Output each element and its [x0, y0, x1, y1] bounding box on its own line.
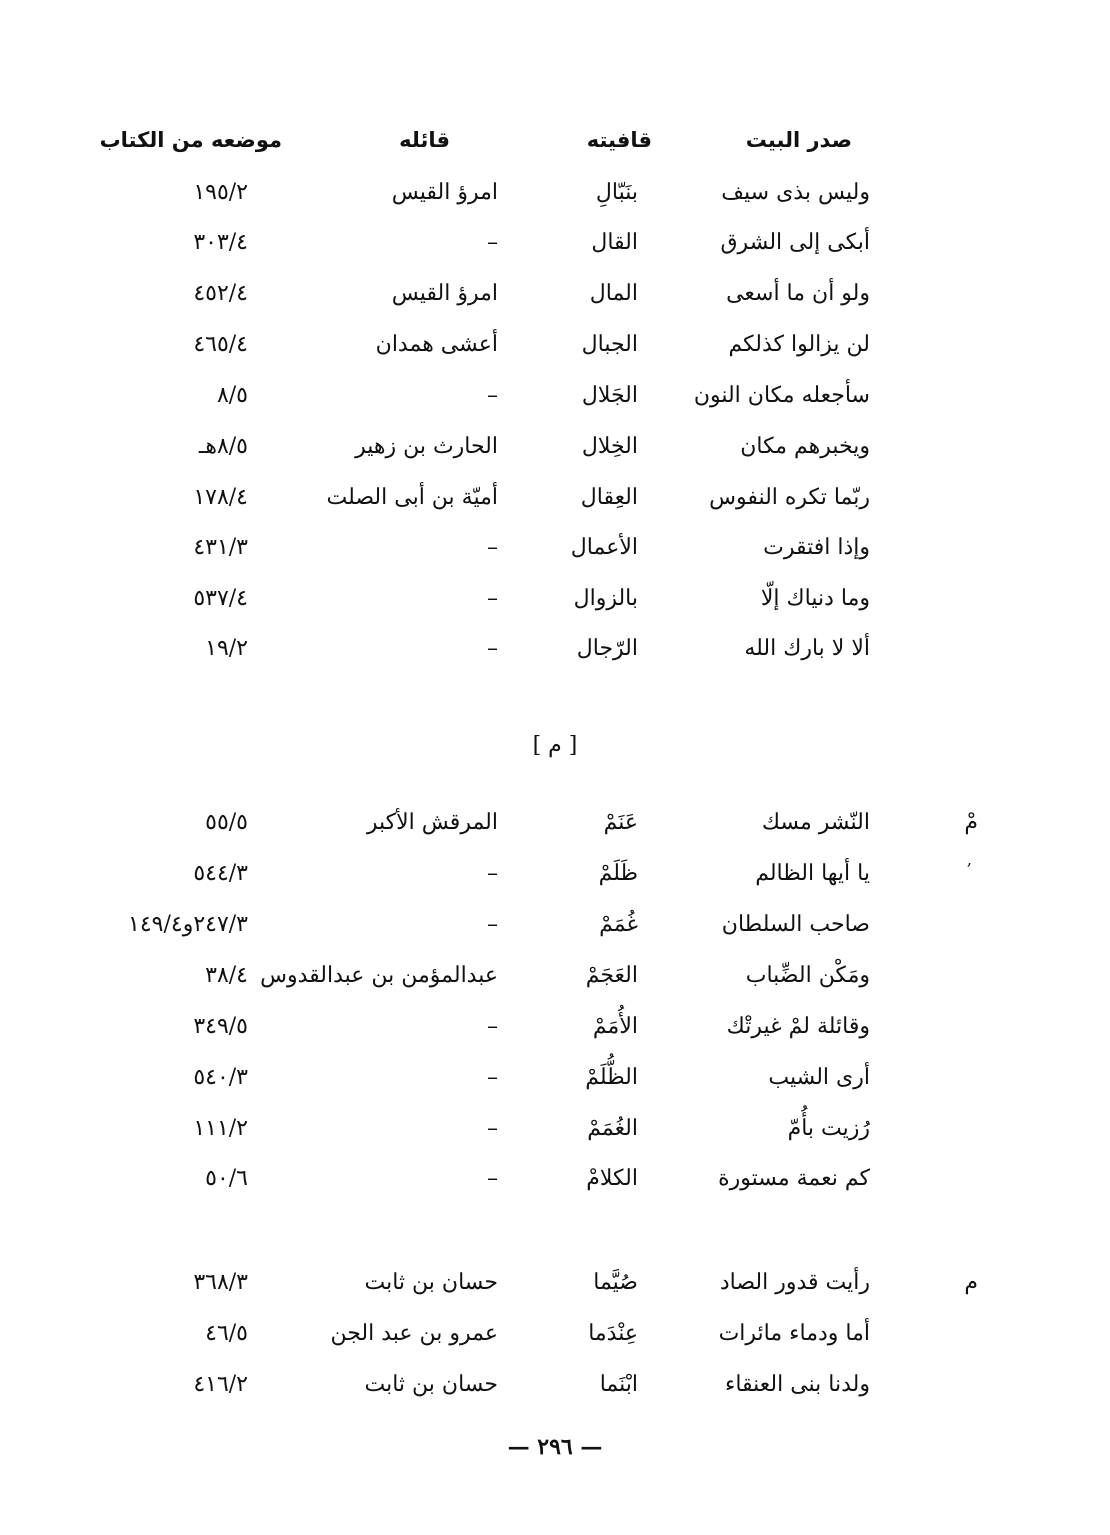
rhyme: عَنَمْ: [603, 810, 638, 835]
rhyme: الكلامْ: [586, 1166, 638, 1191]
rhyme: ابْنَما: [599, 1372, 638, 1397]
table-row: [0, 325, 1110, 365]
first-line: رأيت قدور الصاد: [719, 1270, 870, 1295]
poet: –: [487, 230, 498, 255]
table-row: [0, 1314, 1110, 1354]
reference: ٣٤٩/٥: [193, 1014, 248, 1039]
first-line: ألا لا بارك الله: [744, 636, 870, 661]
table-row: [0, 854, 1110, 894]
reference: ٨/٥: [216, 383, 248, 408]
reference: ١١١/٢: [193, 1116, 248, 1141]
reference: ٢٤٧/٣و١٤٩/٤: [128, 912, 248, 937]
table-row: [0, 173, 1110, 213]
rhyme: عِنْدَما: [588, 1321, 638, 1346]
poet: حسان بن ثابت: [364, 1372, 498, 1397]
first-line: ومَكْن الضِّباب: [745, 963, 870, 988]
rhyme: صُيَّما: [593, 1270, 638, 1295]
table-row: [0, 1263, 1110, 1303]
first-line: سأجعله مكان النون: [693, 383, 870, 408]
page-number: — ٢٩٦ —: [507, 1434, 603, 1460]
table-row: [0, 478, 1110, 518]
first-line: يا أيها الظالم: [755, 861, 870, 886]
rhyme: بنَبّالِ: [595, 180, 638, 205]
poet: عمرو بن عبد الجن: [330, 1321, 498, 1346]
rhyme: غُمَمْ: [599, 912, 638, 937]
first-line: صاحب السلطان: [721, 912, 870, 937]
first-line: ويخبرهم مكان: [740, 434, 870, 459]
poet: المرقش الأكبر: [366, 810, 498, 835]
rhyme: العَجَمْ: [585, 963, 638, 988]
table-row: [0, 223, 1110, 263]
reference: ١٧٨/٤: [193, 485, 248, 510]
rhyme: بالزوال: [573, 586, 638, 611]
table-row: [0, 1365, 1110, 1405]
first-line: وليس بذى سيف: [721, 180, 870, 205]
poet: عبدالمؤمن بن عبدالقدوس: [260, 963, 498, 988]
poet: –: [487, 1116, 498, 1141]
table-row: [0, 579, 1110, 619]
reference: ٣٨/٤: [205, 963, 248, 988]
poet: –: [487, 1014, 498, 1039]
first-line: وما دنياك إلّا: [760, 586, 870, 611]
table-row: [0, 629, 1110, 669]
rhyme: المال: [589, 281, 638, 306]
group-marker: م: [964, 1270, 978, 1295]
table-row: [0, 1007, 1110, 1047]
first-line: وإذا افتقرت: [763, 535, 870, 560]
rhyme: ظَلَمْ: [598, 861, 638, 886]
reference: ٥٤٤/٣: [193, 861, 248, 886]
rhyme: القال: [591, 230, 638, 255]
table-row: [0, 427, 1110, 467]
table-row: [0, 905, 1110, 945]
poet: حسان بن ثابت: [364, 1270, 498, 1295]
poet: –: [487, 861, 498, 886]
poet: –: [487, 912, 498, 937]
table-row: [0, 1159, 1110, 1199]
reference: ٥٤٠/٣: [193, 1065, 248, 1090]
reference: ١٩/٢: [205, 636, 248, 661]
header-reference: موضعه من الكتاب: [99, 128, 282, 152]
first-line: أما ودماء مائرات: [718, 1321, 870, 1346]
table-row: [0, 1058, 1110, 1098]
rhyme: الغُمَمْ: [587, 1116, 638, 1141]
first-line: النّشر مسك: [761, 810, 870, 835]
rhyme: الظُّلَمْ: [585, 1065, 638, 1090]
poet: امرؤ القيس: [391, 180, 498, 205]
poet: أعشى همدان: [375, 332, 498, 357]
reference: ١٩٥/٢: [193, 180, 248, 205]
rhyme: العِقال: [580, 485, 638, 510]
header-poet: قائله: [399, 128, 450, 152]
group-marker: مْ: [964, 810, 978, 835]
first-line: ولو أن ما أسعى: [726, 281, 870, 306]
first-line: ربّما تكره النفوس: [709, 485, 870, 510]
poet: –: [487, 383, 498, 408]
reference: ٣٠٣/٤: [193, 230, 248, 255]
header-rhyme: قافيته: [586, 128, 652, 152]
reference: ٨/٥هـ: [198, 434, 248, 459]
poet: –: [487, 1166, 498, 1191]
reference: ٤٥٢/٤: [193, 281, 248, 306]
poet: –: [487, 1065, 498, 1090]
table-row: [0, 274, 1110, 314]
first-line: وقائلة لمْ غيرتْك: [726, 1014, 870, 1039]
table-row: [0, 1109, 1110, 1149]
poet: –: [487, 636, 498, 661]
first-line: لن يزالوا كذلكم: [728, 332, 870, 357]
reference: ٥٣٧/٤: [193, 586, 248, 611]
poet: أميّة بن أبى الصلت: [326, 485, 498, 510]
first-line: أرى الشيب: [768, 1065, 870, 1090]
rhyme: الجَلال: [581, 383, 638, 408]
section-title: [ م ]: [532, 733, 578, 758]
table-row: [0, 803, 1110, 843]
reference: ٤١٦/٢: [193, 1372, 248, 1397]
first-line: رُزيت بأُمّ: [787, 1116, 870, 1141]
rhyme: الأعمال: [570, 535, 638, 560]
table-row: [0, 956, 1110, 996]
poet: الحارث بن زهير: [355, 434, 498, 459]
poet: –: [487, 586, 498, 611]
stray-mark: ,: [966, 850, 972, 869]
reference: ٤٦٥/٤: [193, 332, 248, 357]
rhyme: الرّجال: [576, 636, 638, 661]
first-line: أبكى إلى الشرق: [720, 230, 870, 255]
rhyme: الأُمَمْ: [592, 1014, 638, 1039]
table-row: [0, 376, 1110, 416]
poet: –: [487, 535, 498, 560]
table-row: [0, 528, 1110, 568]
reference: ٥٥/٥: [205, 810, 248, 835]
table-header: [0, 120, 1110, 160]
reference: ٤٦/٥: [205, 1321, 248, 1346]
reference: ٤٣١/٣: [193, 535, 248, 560]
reference: ٥٠/٦: [205, 1166, 248, 1191]
rhyme: الجبال: [581, 332, 638, 357]
poet: امرؤ القيس: [391, 281, 498, 306]
first-line: كم نعمة مستورة: [718, 1166, 870, 1191]
header-first-line: صدر البيت: [745, 128, 852, 152]
rhyme: الخِلال: [581, 434, 638, 459]
first-line: ولدنا بنى العنقاء: [724, 1372, 870, 1397]
reference: ٣٦٨/٣: [193, 1270, 248, 1295]
